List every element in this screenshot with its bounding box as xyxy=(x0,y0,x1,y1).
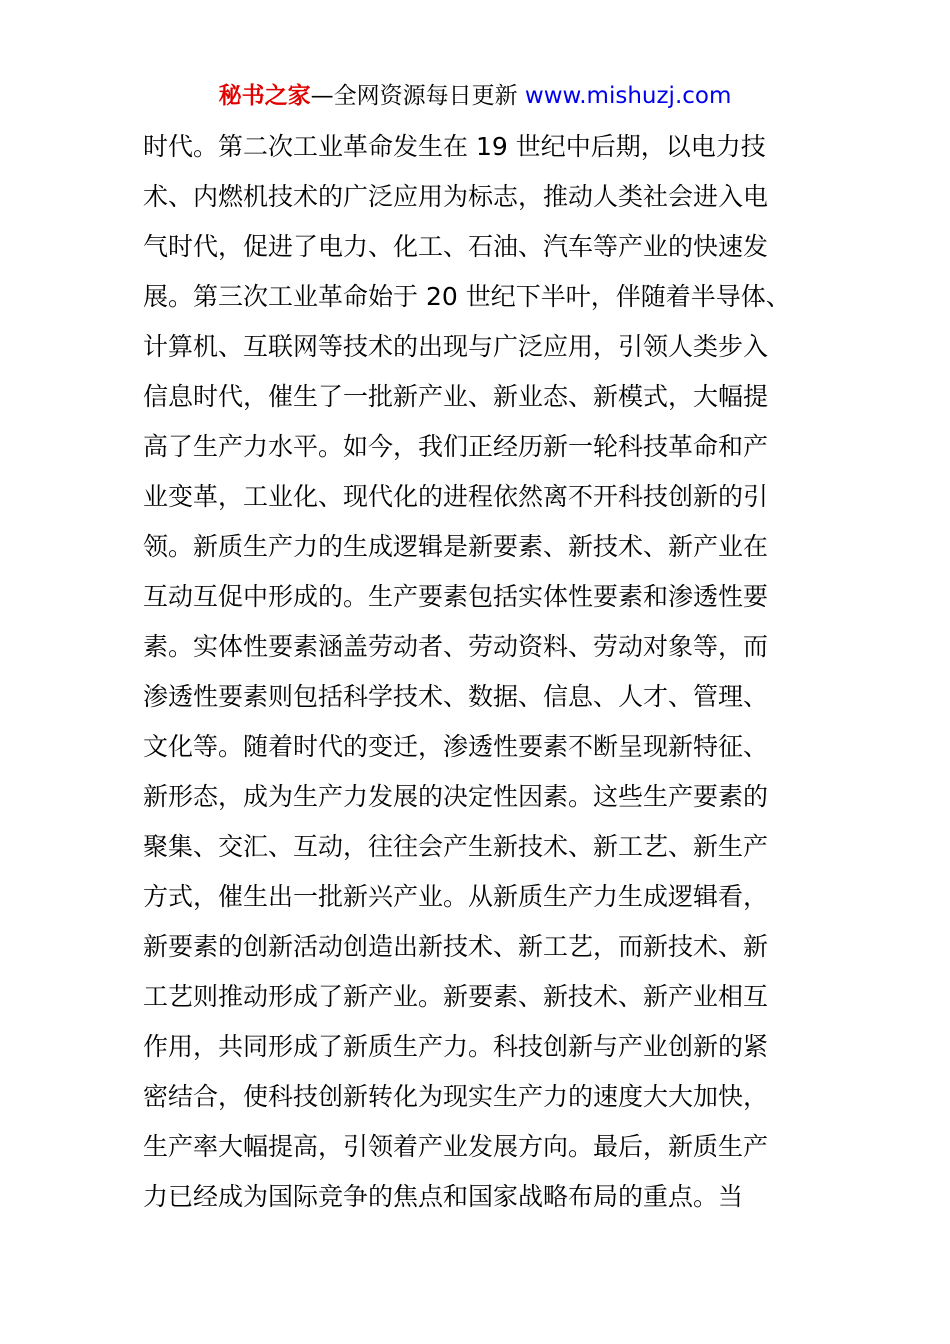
text-line: 生产率大幅提高，引领着产业发展方向。最后，新质生产 xyxy=(143,1132,769,1161)
text-line: 作用，共同形成了新质生产力。科技创新与产业创新的紧 xyxy=(143,1032,769,1061)
header-slogan: —全网资源每日更新 xyxy=(310,83,525,109)
text-line: 文化等。随着时代的变迁，渗透性要素不断呈现新特征、 xyxy=(143,732,769,761)
text-line: 展。第三次工业革命始于 20 世纪下半叶，伴随着半导体、 xyxy=(143,282,791,311)
text-line: 渗透性要素则包括科学技术、数据、信息、人才、管理、 xyxy=(143,682,769,711)
text-line: 计算机、互联网等技术的出现与广泛应用，引领人类步入 xyxy=(143,332,769,361)
text-line: 领。新质生产力的生成逻辑是新要素、新技术、新产业在 xyxy=(143,532,769,561)
text-line: 新要素的创新活动创造出新技术、新工艺，而新技术、新 xyxy=(143,932,769,961)
text-line: 业变革，工业化、现代化的进程依然离不开科技创新的引 xyxy=(143,482,769,511)
text-line: 高了生产力水平。如今，我们正经历新一轮科技革命和产 xyxy=(143,432,769,461)
text-line: 新形态，成为生产力发展的决定性因素。这些生产要素的 xyxy=(143,782,769,811)
text-line: 方式，催生出一批新兴产业。从新质生产力生成逻辑看， xyxy=(143,882,769,911)
site-url-link[interactable]: www.mishuzj.com xyxy=(524,83,732,109)
page-header xyxy=(0,80,950,112)
text-line: 信息时代，催生了一批新产业、新业态、新模式，大幅提 xyxy=(143,382,769,411)
brand-name: 秘书之家 xyxy=(218,83,311,109)
text-line: 密结合，使科技创新转化为现实生产力的速度大大加快， xyxy=(143,1082,769,1111)
text-line: 气时代，促进了电力、化工、石油、汽车等产业的快速发 xyxy=(143,232,769,261)
document-body xyxy=(143,127,813,1227)
text-line: 工艺则推动形成了新产业。新要素、新技术、新产业相互 xyxy=(143,982,769,1011)
text-line: 术、内燃机技术的广泛应用为标志，推动人类社会进入电 xyxy=(143,182,769,211)
text-line: 时代。第二次工业革命发生在 19 世纪中后期，以电力技 xyxy=(143,132,766,161)
text-line: 素。实体性要素涵盖劳动者、劳动资料、劳动对象等，而 xyxy=(143,632,769,661)
text-line: 聚集、交汇、互动，往往会产生新技术、新工艺、新生产 xyxy=(143,832,769,861)
text-line: 力已经成为国际竞争的焦点和国家战略布局的重点。当 xyxy=(143,1182,744,1211)
text-line: 互动互促中形成的。生产要素包括实体性要素和渗透性要 xyxy=(143,582,769,611)
